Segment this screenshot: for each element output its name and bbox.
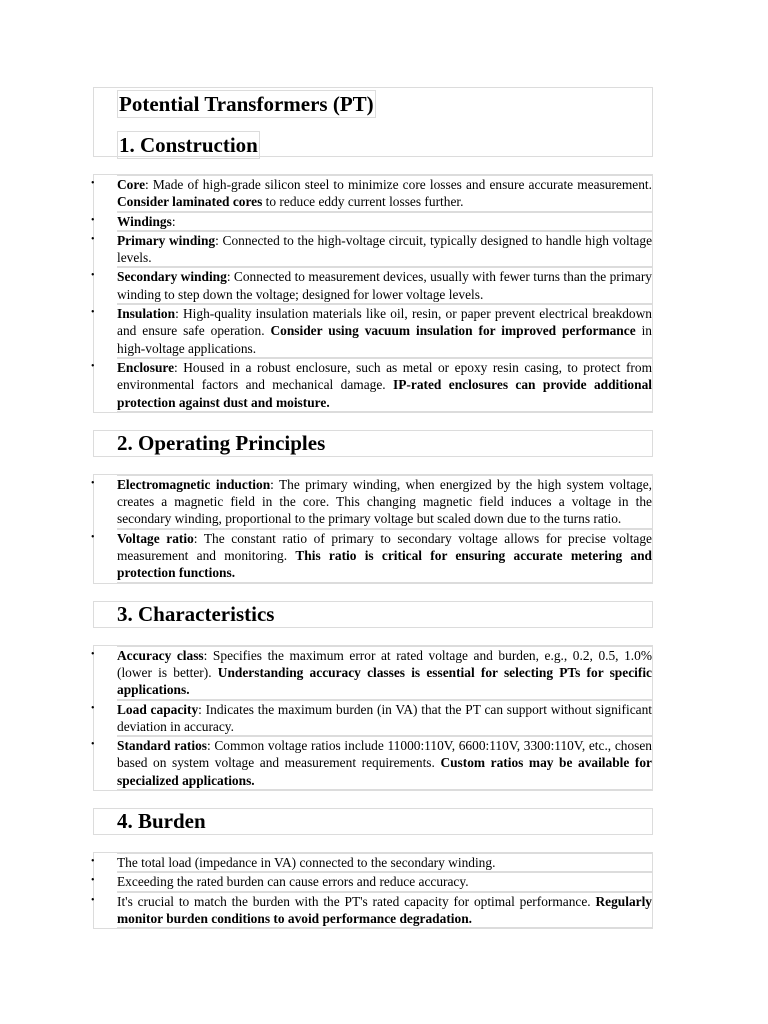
list-item-text xyxy=(117,231,652,268)
item-bold-term: Standard ratios xyxy=(117,738,207,754)
item-bold-emphasis: This ratio is critical for ensuring accurate metering and protection functions. xyxy=(117,548,652,581)
item-bold-emphasis: Consider laminated cores xyxy=(117,194,263,210)
bullet-list xyxy=(91,475,653,583)
bullet-list xyxy=(91,646,652,790)
list-item xyxy=(91,892,652,929)
list-item xyxy=(91,529,652,583)
section-heading-characteristics: 3. Characteristics xyxy=(117,601,275,626)
item-body-text: : Indicates the maximum burden (in VA) that the PT can support without significant deviation in accuracy. xyxy=(117,701,652,734)
section-heading-burden: 4. Burden xyxy=(117,809,206,834)
item-bold-term: Accuracy class xyxy=(117,647,204,663)
bullet-icon: • xyxy=(91,894,95,906)
list-item-text xyxy=(117,646,652,700)
list-item-text xyxy=(117,475,652,529)
list-item xyxy=(91,304,653,358)
bullet-icon: • xyxy=(91,648,95,660)
item-bold-term: Core xyxy=(117,177,146,192)
item-bold-term: Insulation xyxy=(117,306,176,322)
bullet-icon: • xyxy=(91,856,95,868)
item-body-text: : The primary winding, when energized by the high system voltage, creates a magnetic field in the core. This changing magnetic field induces a voltage in the secondary winding, proportional to the primary voltage but scaled down due to the turns ratio. xyxy=(117,476,653,527)
section-list-characteristics xyxy=(93,645,653,791)
list-item xyxy=(91,736,652,790)
section-heading-box-operating xyxy=(93,430,653,457)
list-item-text xyxy=(117,175,652,212)
list-item xyxy=(91,475,653,529)
list-item xyxy=(91,700,652,737)
list-item-text xyxy=(117,736,652,790)
item-body-text: : Made of high-grade silicon steel to minimize core losses and ensure accurate measurement. xyxy=(145,177,652,192)
section-heading-box-burden xyxy=(93,808,653,835)
item-bold-term: Load capacity xyxy=(117,701,199,717)
bullet-list xyxy=(91,175,653,412)
list-item-text xyxy=(117,212,652,231)
item-body-text: The total load (impedance in VA) connected to the secondary winding. xyxy=(117,855,496,871)
item-body-text: : Connected to measurement devices, usually with fewer turns than the primary winding to step down the voltage; designed for lower voltage levels. xyxy=(117,269,652,302)
item-bold-term: Windings xyxy=(117,213,172,229)
item-bold-emphasis: Consider using vacuum insulation for improved performance xyxy=(270,323,636,339)
section-heading-operating-principles: 2. Operating Principles xyxy=(117,430,326,455)
list-item-text xyxy=(117,304,652,358)
section-heading-construction: 1. Construction xyxy=(119,133,258,157)
section-list-operating xyxy=(93,474,653,584)
section-list-burden xyxy=(93,852,653,929)
item-body-text-tail: to reduce eddy current losses further. xyxy=(262,194,464,210)
item-body-text: : Connected to the high-voltage circuit, typically designed to handle high voltage levels. xyxy=(117,232,653,266)
section-heading-box-characteristics xyxy=(93,601,653,628)
item-bold-term: Electromagnetic induction xyxy=(117,476,271,492)
list-item-text xyxy=(117,853,652,872)
item-body-text: It's crucial to match the burden with the PT's rated capacity for optimal performance. xyxy=(117,893,596,909)
list-item xyxy=(91,231,653,268)
bullet-icon: • xyxy=(91,178,95,189)
title-block xyxy=(93,87,653,157)
bullet-icon: • xyxy=(91,531,95,543)
list-item-text xyxy=(117,872,652,891)
bullet-list xyxy=(91,853,652,928)
item-bold-term: Voltage ratio xyxy=(117,530,194,546)
list-item xyxy=(91,646,652,700)
list-item xyxy=(91,358,652,412)
bullet-icon: • xyxy=(91,477,95,489)
bullet-icon: • xyxy=(91,739,95,751)
item-body-text: : xyxy=(171,213,176,229)
bullet-icon: • xyxy=(91,270,95,282)
bullet-icon: • xyxy=(91,702,95,714)
list-item-text xyxy=(117,892,652,929)
item-bold-term: Primary winding xyxy=(117,232,216,248)
item-body-text: : Housed in a robust enclosure, such as metal or epoxy resin casing, to protect from environmental factors and mechanical damage. xyxy=(117,359,652,393)
list-item xyxy=(91,267,652,304)
item-body-text: : High-quality insulation materials like oil, resin, or paper prevent electrical breakdown and ensure safe operation. xyxy=(117,306,652,339)
list-item-text xyxy=(117,529,652,583)
item-bold-emphasis: Custom ratios may be available for specialized applications. xyxy=(117,755,652,788)
item-bold-emphasis: Regularly monitor burden conditions to avoid performance degradation. xyxy=(117,893,652,926)
list-item-text xyxy=(117,700,652,737)
item-bold-term: Enclosure xyxy=(117,359,175,375)
bullet-icon: • xyxy=(91,875,95,887)
item-body-text: : Specifies the maximum error at rated voltage and burden, e.g., 0.2, 0.5, 1.0% (lower is better). xyxy=(117,647,652,680)
document-page xyxy=(93,87,653,929)
list-item-text xyxy=(117,267,652,304)
bullet-icon: • xyxy=(91,214,95,226)
document-title: Potential Transformers (PT) xyxy=(119,92,374,116)
list-item-text xyxy=(117,358,652,412)
bullet-icon: • xyxy=(91,360,95,372)
bullet-icon: • xyxy=(91,233,95,245)
item-body-text-tail: in high-voltage applications. xyxy=(117,323,653,356)
item-body-text: Exceeding the rated burden can cause errors and reduce accuracy. xyxy=(117,874,469,890)
bullet-icon: • xyxy=(91,307,95,319)
list-item xyxy=(91,175,652,212)
list-item xyxy=(91,853,652,872)
item-body-text: : Common voltage ratios include 11000:110V, 6600:110V, 3300:110V, etc., chosen based on system voltage and measurement requirements. xyxy=(117,738,652,771)
item-bold-emphasis: IP-rated enclosures can provide additional protection against dust and moisture. xyxy=(117,377,652,410)
item-body-text: : The constant ratio of primary to secondary voltage allows for precise voltage measurement and monitoring. xyxy=(117,530,652,564)
list-item xyxy=(91,212,652,231)
item-bold-term: Secondary winding xyxy=(117,269,227,285)
list-item xyxy=(91,872,652,891)
section-list-construction xyxy=(93,174,653,413)
item-bold-emphasis: Understanding accuracy classes is essential for selecting PTs for specific applications. xyxy=(117,664,652,698)
